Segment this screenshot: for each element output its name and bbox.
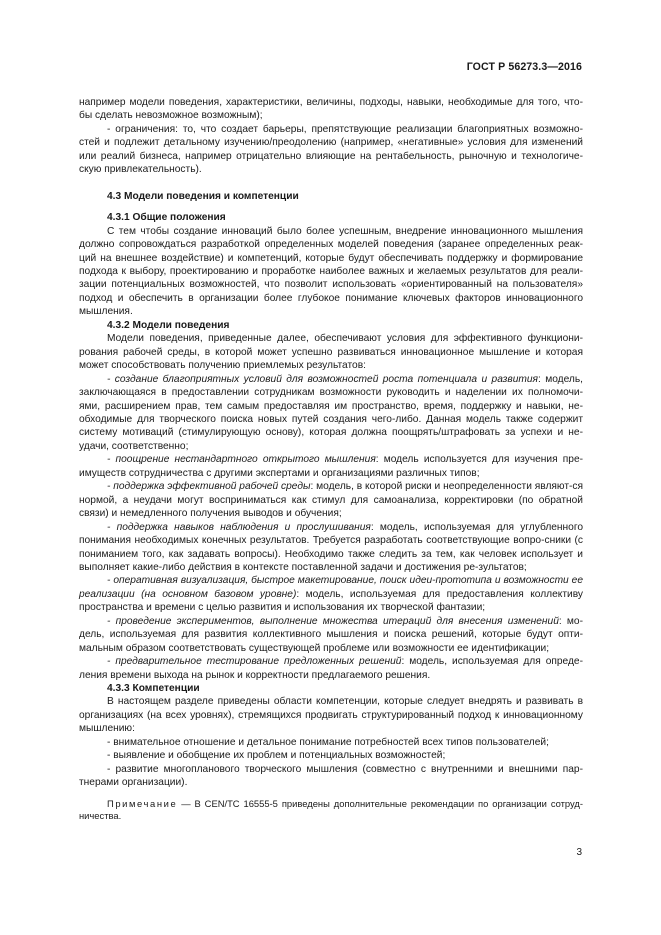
- paragraph-4-3-2: Модели поведения, приведенные далее, обеспечивают условия для эффективного функциони-рования рабочей среды, в которой может успешно развиваться инновационное мышление и которая может способствовать получению приемлемых результатов:: [79, 333, 583, 372]
- item-term: - создание благоприятных условий для возможностей роста потенциала и развития: [107, 373, 538, 385]
- item-text: : модель, используемая для углубленного понимания необходимых конечных результатов. Требуется разработать соответствующие вопро-сники (с пониманием того, как задавать вопросы). Необходимо также следить за тем, как человек использует и выполняет какие-либо действия в контексте поставленной задачи и достижения ре-зультатов;: [79, 521, 584, 573]
- list-item-limitations: - ограничения: то, что создает барьеры, препятствующие реализации благоприятных возможно-стей и подлежит детальному изучению/преодолению (например, «негативные» условия для изменений или реалий бизнеса, например отрицательно влияющие на рентабельность, рыночную и технологиче-скую привлекательность).: [79, 123, 583, 176]
- list-item-competence-2: - выявление и обобщение их проблем и потенциальных возможностей;: [107, 750, 446, 762]
- list-item-behaviour-3: [79, 480, 583, 520]
- list-item-behaviour-5: [79, 574, 583, 614]
- paragraph-continuation: например модели поведения, характеристики, величины, подходы, навыки, необходимые для того, что-бы сделать невозможное возможным);: [79, 97, 583, 122]
- item-text: : модель используется для изучения пре-имуществ сотрудничества с другими экспертами и организациями различных типов;: [79, 454, 583, 479]
- item-term: - предварительное тестирование предложенных решений: [107, 656, 402, 668]
- list-item-behaviour-7: [79, 655, 583, 682]
- list-item-behaviour-6: [79, 615, 583, 655]
- item-term: - поддержка навыков наблюдения и прослушивания: [107, 521, 371, 533]
- item-term: - поощрение нестандартного открытого мышления: [107, 454, 376, 466]
- document-id: ГОСТ Р 56273.3—2016: [466, 61, 582, 73]
- paragraph-4-3-3: В настоящем разделе приведены области компетенции, которые следует внедрять и развивать в организациях (на всех уровнях), стремящихся продвигать структурированный подход к инновационному мышлению:: [79, 696, 583, 735]
- section-heading-4-3-3: 4.3.3 Компетенции: [107, 683, 200, 695]
- section-heading-4-3: 4.3 Модели поведения и компетенции: [107, 190, 299, 202]
- note-text: — В CEN/TC 16555-5 приведены дополнительные рекомендации по организации сотруд-ничества.: [79, 797, 583, 822]
- item-term: - оперативная визуализация, быстрое макетирование, поиск идеи-прототипа и возможности ее реализации (на основном базовом уровне): [79, 575, 583, 600]
- item-text: : мо-дель, используемая для развития коллективного мышления и поиска решений, которые будут опти-мальным образом соответствовать существующей проблеме или возможности ее идентификации;: [79, 615, 583, 654]
- item-term: - проведение экспериментов, выполнение множества итераций для внесения изменений: [107, 615, 559, 627]
- item-term: - поддержка эффективной рабочей среды: [107, 481, 311, 493]
- item-text: : модель, заключающаяся в предоставлении сотрудникам возможности руководить и наделении их полномочи-ями, расширением прав, тем самым предоставляя им пространство, время, поддержку и навыки, не-обходимые для творческого поиска новых путей создания чего-либо. Данная модель также содержит систему мотиваций (стимулирующую основу), которая должна поощрять/штрафовать за успехи и не-удачи, соответственно;: [79, 373, 583, 452]
- list-item-behaviour-2: [79, 453, 583, 480]
- item-text: : модель, используемая для опреде-ления времени выхода на рынок и корректности предлагаемого решения.: [79, 656, 583, 681]
- list-item-behaviour-1: [79, 373, 583, 454]
- list-item-behaviour-4: [79, 521, 583, 575]
- section-heading-4-3-2: 4.3.2 Модели поведения: [107, 319, 230, 331]
- page-content: [79, 96, 583, 823]
- list-item-competence-3: - развитие многопланового творческого мышления (совместно с внутренними и внешними пар-тнерами организации).: [79, 763, 583, 789]
- paragraph-4-3-1: С тем чтобы создание инноваций было более успешным, внедрение инновационного мышления должно сопровождаться разработкой определенных моделей поведения (заранее определенных реак-ций на внешнее воздействие) и компетенций, которые будут обеспечивать поддержку и формирование подхода к выбору, проектированию и проработке наиболее важных и желаемых результатов для реали-зации потенциальных возможностей, что позволит использовать «ориентированный на пользователя» подход и обеспечить в организации более глубокое понимание ключевых факторов инновационного мышления.: [79, 225, 583, 318]
- page-number: 3: [576, 847, 582, 858]
- note: [79, 798, 583, 823]
- note-label: Примечание: [107, 797, 178, 809]
- section-heading-4-3-1: 4.3.1 Общие положения: [107, 212, 226, 224]
- item-text: : модель, в которой риски и неопределенности являют-ся нормой, а неудачи могут восприниматься как стимул для самоанализа, корректировки (по обратной связи) и немедленного получения выводов и обучения;: [79, 481, 584, 520]
- item-text: : модель, используемая для предоставления коллективу пространства и времени с целью развития и использования их творческой фантазии;: [79, 588, 584, 614]
- list-item-competence-1: - внимательное отношение и детальное понимание потребностей всех типов пользователей;: [107, 736, 549, 748]
